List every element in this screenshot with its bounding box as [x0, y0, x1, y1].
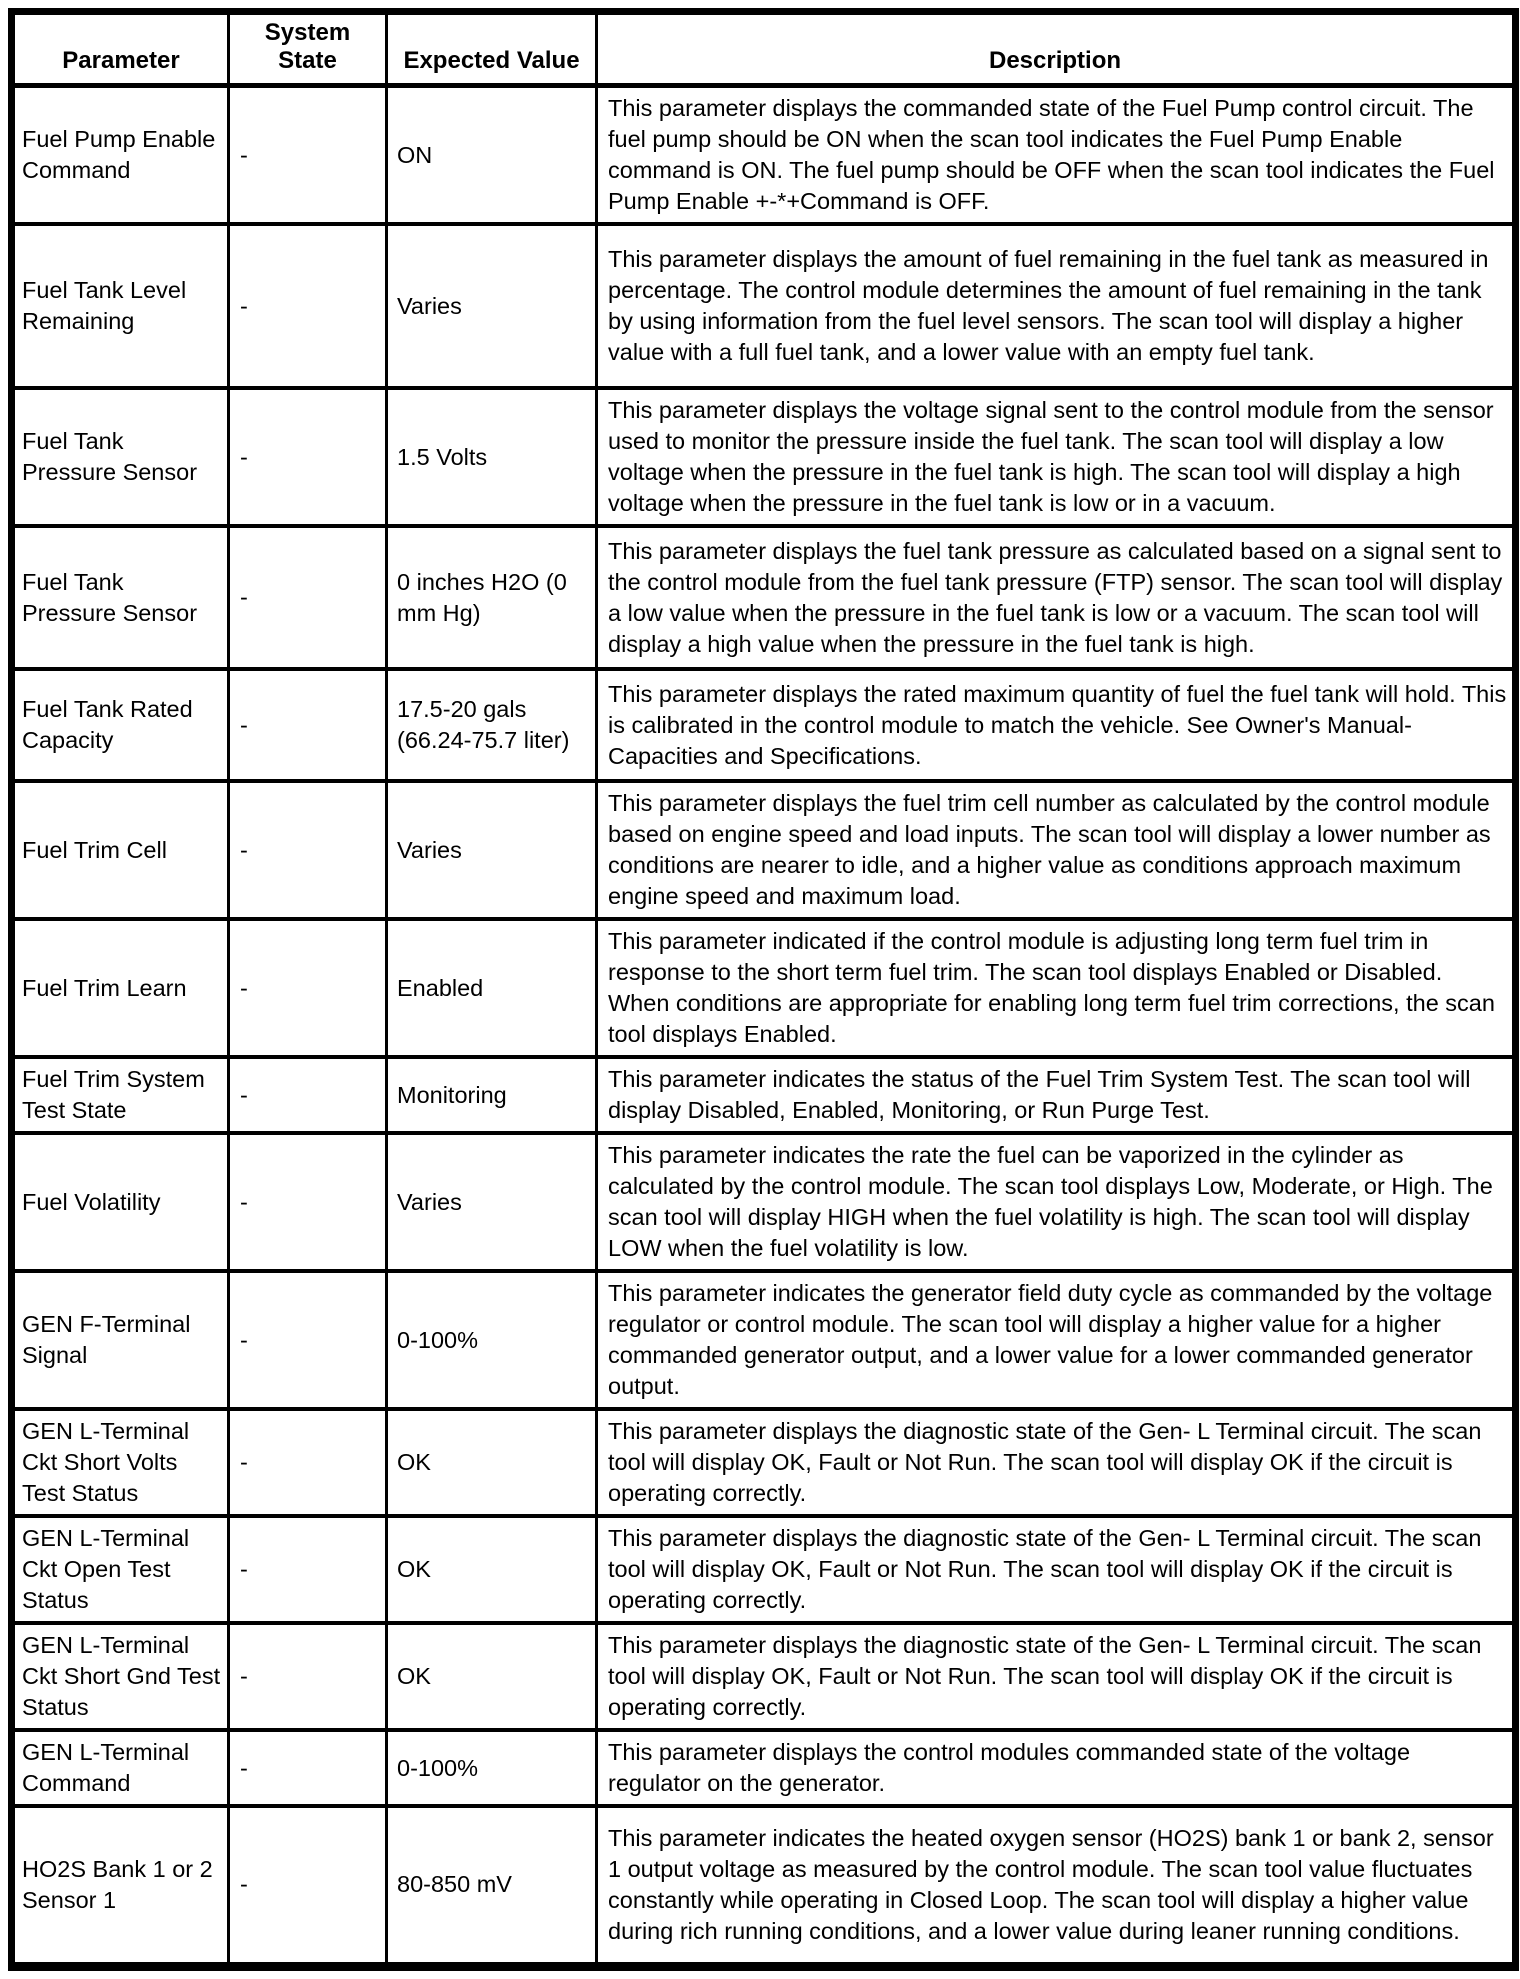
description-cell: This parameter indicates the rate the fuel can be vaporized in the cylinder as calculated by the control module. The scan tool displays Low, Moderate, or High. The scan tool will display HIGH when the fuel volatility is high. The scan tool will display LOW when the fuel volatility is low.	[597, 1133, 1516, 1271]
table-row	[12, 669, 1516, 781]
table-row	[12, 1133, 1516, 1271]
parameter-cell: Fuel Trim Learn	[12, 919, 229, 1057]
header-system-state: System State	[229, 12, 387, 86]
header-description: Description	[597, 12, 1516, 86]
system-state-cell: -	[229, 526, 387, 669]
expected-value-cell: Varies	[387, 781, 597, 919]
system-state-cell: -	[229, 1730, 387, 1806]
table-body	[12, 86, 1516, 1967]
description-cell: This parameter indicates the status of the Fuel Trim System Test. The scan tool will display Disabled, Enabled, Monitoring, or Run Purge Test.	[597, 1057, 1516, 1133]
parameter-cell: Fuel Trim System Test State	[12, 1057, 229, 1133]
parameter-cell: GEN L-Terminal Command	[12, 1730, 229, 1806]
system-state-cell: -	[229, 1516, 387, 1623]
description-cell: This parameter displays the commanded state of the Fuel Pump control circuit. The fuel pump should be ON when the scan tool indicates the Fuel Pump Enable command is ON. The fuel pump should be OFF when the scan tool indicates the Fuel Pump Enable +-*+Command is OFF.	[597, 86, 1516, 225]
system-state-cell: -	[229, 1806, 387, 1966]
parameter-cell: Fuel Trim Cell	[12, 781, 229, 919]
description-cell: This parameter displays the diagnostic state of the Gen- L Terminal circuit. The scan tool will display OK, Fault or Not Run. The scan tool will display OK if the circuit is operating correctly.	[597, 1623, 1516, 1730]
expected-value-cell: 0-100%	[387, 1271, 597, 1409]
table-header-row	[12, 12, 1516, 86]
description-cell: This parameter displays the diagnostic state of the Gen- L Terminal circuit. The scan tool will display OK, Fault or Not Run. The scan tool will display OK if the circuit is operating correctly.	[597, 1516, 1516, 1623]
expected-value-cell: Varies	[387, 1133, 597, 1271]
table-row	[12, 1806, 1516, 1966]
expected-value-cell: 0 inches H2O (0 mm Hg)	[387, 526, 597, 669]
system-state-cell: -	[229, 1623, 387, 1730]
description-cell: This parameter displays the amount of fuel remaining in the fuel tank as measured in percentage. The control module determines the amount of fuel remaining in the tank by using information from the fuel level sensors. The scan tool will display a higher value with a full fuel tank, and a lower value with an empty fuel tank.	[597, 224, 1516, 388]
parameter-cell: Fuel Pump Enable Command	[12, 86, 229, 225]
expected-value-cell: Enabled	[387, 919, 597, 1057]
table-row	[12, 388, 1516, 526]
table-row	[12, 86, 1516, 225]
expected-value-cell: 17.5-20 gals (66.24-75.7 liter)	[387, 669, 597, 781]
table-row	[12, 224, 1516, 388]
description-cell: This parameter displays the fuel trim cell number as calculated by the control module based on engine speed and load inputs. The scan tool will display a lower number as conditions are nearer to idle, and a higher value as conditions approach maximum engine speed and maximum load.	[597, 781, 1516, 919]
system-state-cell: -	[229, 669, 387, 781]
system-state-cell: -	[229, 388, 387, 526]
parameter-cell: Fuel Tank Pressure Sensor	[12, 388, 229, 526]
system-state-cell: -	[229, 1057, 387, 1133]
description-cell: This parameter indicates the generator field duty cycle as commanded by the voltage regulator or control module. The scan tool will display a higher value for a higher commanded generator output, and a lower value for a lower commanded generator output.	[597, 1271, 1516, 1409]
system-state-cell: -	[229, 1133, 387, 1271]
expected-value-cell: 0-100%	[387, 1730, 597, 1806]
parameter-cell: GEN L-Terminal Ckt Open Test Status	[12, 1516, 229, 1623]
system-state-cell: -	[229, 919, 387, 1057]
table-row	[12, 1271, 1516, 1409]
parameter-cell: Fuel Tank Pressure Sensor	[12, 526, 229, 669]
system-state-cell: -	[229, 224, 387, 388]
table-row	[12, 781, 1516, 919]
parameter-table	[8, 8, 1519, 1971]
parameter-cell: GEN L-Terminal Ckt Short Volts Test Status	[12, 1409, 229, 1516]
expected-value-cell: Monitoring	[387, 1057, 597, 1133]
expected-value-cell: OK	[387, 1516, 597, 1623]
table-row	[12, 1057, 1516, 1133]
description-cell: This parameter displays the voltage signal sent to the control module from the sensor used to monitor the pressure inside the fuel tank. The scan tool will display a low voltage when the pressure in the fuel tank is high. The scan tool will display a high voltage when the pressure in the fuel tank is low or in a vacuum.	[597, 388, 1516, 526]
description-cell: This parameter displays the diagnostic state of the Gen- L Terminal circuit. The scan tool will display OK, Fault or Not Run. The scan tool will display OK if the circuit is operating correctly.	[597, 1409, 1516, 1516]
system-state-cell: -	[229, 1271, 387, 1409]
parameter-cell: GEN L-Terminal Ckt Short Gnd Test Status	[12, 1623, 229, 1730]
description-cell: This parameter displays the control modules commanded state of the voltage regulator on the generator.	[597, 1730, 1516, 1806]
description-cell: This parameter indicates the heated oxygen sensor (HO2S) bank 1 or bank 2, sensor 1 output voltage as measured by the control module. The scan tool value fluctuates constantly while operating in Closed Loop. The scan tool will display a higher value during rich running conditions, and a lower value during leaner running conditions.	[597, 1806, 1516, 1966]
description-cell: This parameter indicated if the control module is adjusting long term fuel trim in response to the short term fuel trim. The scan tool displays Enabled or Disabled. When conditions are appropriate for enabling long term fuel trim corrections, the scan tool displays Enabled.	[597, 919, 1516, 1057]
parameter-cell: HO2S Bank 1 or 2 Sensor 1	[12, 1806, 229, 1966]
expected-value-cell: ON	[387, 86, 597, 225]
system-state-cell: -	[229, 1409, 387, 1516]
header-parameter: Parameter	[12, 12, 229, 86]
header-expected-value: Expected Value	[387, 12, 597, 86]
parameter-cell: Fuel Tank Rated Capacity	[12, 669, 229, 781]
table-row	[12, 919, 1516, 1057]
parameter-cell: GEN F-Terminal Signal	[12, 1271, 229, 1409]
table-row	[12, 1730, 1516, 1806]
table-row	[12, 1623, 1516, 1730]
table-row	[12, 1409, 1516, 1516]
system-state-cell: -	[229, 781, 387, 919]
expected-value-cell: Varies	[387, 224, 597, 388]
parameter-cell: Fuel Volatility	[12, 1133, 229, 1271]
expected-value-cell: 1.5 Volts	[387, 388, 597, 526]
table-row	[12, 526, 1516, 669]
description-cell: This parameter displays the rated maximum quantity of fuel the fuel tank will hold. This is calibrated in the control module to match the vehicle. See Owner's Manual-Capacities and Specifications.	[597, 669, 1516, 781]
expected-value-cell: 80-850 mV	[387, 1806, 597, 1966]
system-state-cell: -	[229, 86, 387, 225]
table-row	[12, 1516, 1516, 1623]
expected-value-cell: OK	[387, 1623, 597, 1730]
expected-value-cell: OK	[387, 1409, 597, 1516]
description-cell: This parameter displays the fuel tank pressure as calculated based on a signal sent to the control module from the fuel tank pressure (FTP) sensor. The scan tool will display a low value when the pressure in the fuel tank is low or a vacuum. The scan tool will display a high value when the pressure in the fuel tank is high.	[597, 526, 1516, 669]
parameter-cell: Fuel Tank Level Remaining	[12, 224, 229, 388]
